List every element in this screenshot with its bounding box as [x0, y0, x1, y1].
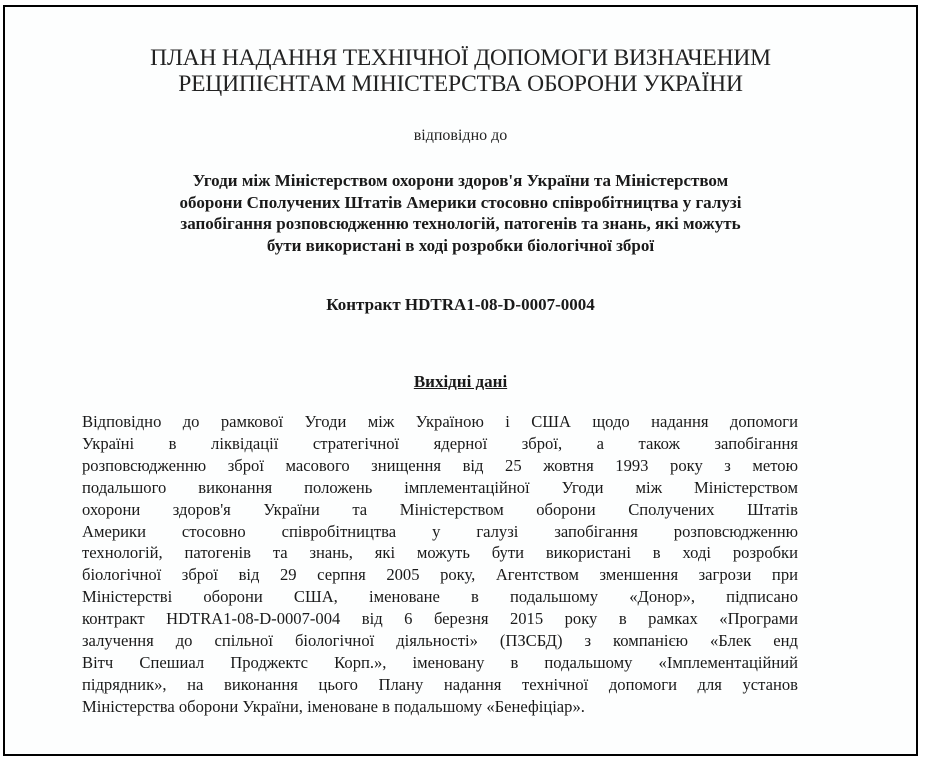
- document-subtitle: відповідно до: [413, 127, 508, 144]
- paragraph-line: залучення до спільної біологічної діяльності» (ПЗСБД) з компанією «Блек енд: [82, 631, 798, 651]
- paragraph-line: Відповідно до рамкової Угоди між Україною і США щодо надання допомоги: [82, 412, 798, 431]
- title-line: РЕЦИПІЄНТАМ МІНІСТЕРСТВА ОБОРОНИ УКРАЇНИ: [178, 71, 743, 97]
- paragraph-line: розповсюдженню зброї масового знищення від 25 жовтня 1993 року з метою: [82, 455, 798, 475]
- paragraph-line: біологічної зброї від 29 серпня 2005 року, Агентством зменшення загрози при: [82, 565, 798, 585]
- document-title: [5, 45, 916, 97]
- agreement-title: [5, 170, 916, 256]
- paragraph-line: Міністерстві оборони США, іменоване в подальшому «Донор», підписано: [82, 587, 798, 607]
- agreement-line: Угоди між Міністерством охорони здоров'я України та Міністерством: [192, 171, 729, 190]
- paragraph-line: Міністерства оборони України, іменоване в подальшому «Бенефіціар».: [82, 696, 585, 716]
- agreement-line: бути використані в ході розробки біологічної зброї: [266, 235, 655, 255]
- paragraph-line: подальшого виконання положень імплементаційної Угоди між Міністерством: [82, 477, 798, 497]
- paragraph-line: Вітч Спешиал Проджектс Корп.», іменовану в подальшому «Імплементаційний: [82, 652, 798, 672]
- paragraph-line: Америки стосовно співробітництва у галузі запобігання розповсюдженню: [82, 521, 798, 541]
- document-page: [3, 5, 918, 756]
- contract-number: Контракт HDTRA1-08-D-0007-0004: [326, 295, 595, 314]
- agreement-line: оборони Сполучених Штатів Америки стосовно співробітництва у галузі: [179, 192, 742, 212]
- body-paragraph: [82, 411, 798, 718]
- paragraph-line: Україні в ліквідації стратегічної ядерної зброї, а також запобігання: [82, 433, 798, 453]
- section-heading: Вихідні дані: [413, 372, 508, 391]
- agreement-line: запобігання розповсюдженню технологій, патогенів та знань, які можуть: [180, 214, 741, 233]
- title-line: ПЛАН НАДАННЯ ТЕХНІЧНОЇ ДОПОМОГИ ВИЗНАЧЕНИМ: [150, 45, 771, 71]
- paragraph-line: охорони здоров'я України та Міністерством оборони Сполучених Штатів: [82, 499, 798, 519]
- paragraph-line: підрядник», на виконання цього Плану надання технічної допомоги для установ: [82, 674, 798, 694]
- paragraph-line: технологій, патогенів та знань, які можуть бути використані в ході розробки: [82, 543, 798, 563]
- paragraph-line: контракт HDTRA1-08-D-0007-004 від 6 березня 2015 року в рамках «Програми: [82, 609, 798, 629]
